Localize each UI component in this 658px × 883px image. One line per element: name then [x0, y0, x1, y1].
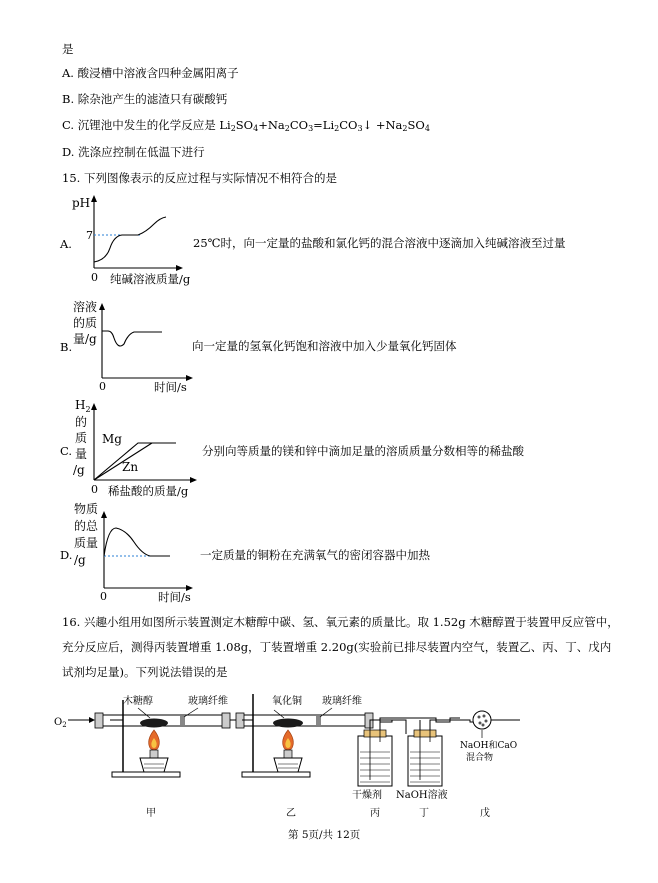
label-yi: 乙	[286, 808, 296, 819]
q15-option-d-letter: D.	[60, 548, 73, 562]
glass-fiber-label-1: 玻璃纤维	[188, 696, 228, 707]
q14-option-c	[62, 118, 430, 133]
q15-option-c-desc: 分别向等质量的镁和锌中滴加足量的溶质质量分数相等的稀盐酸	[202, 444, 524, 458]
drying-tube-bulb	[473, 711, 491, 729]
x-axis-label: 时间/s	[158, 590, 191, 604]
origin-label: 0	[91, 483, 98, 496]
bottle-ding	[408, 736, 442, 786]
q14-option-b	[62, 92, 227, 107]
option-text: 沉锂池中发生的化学反应是	[77, 118, 220, 132]
x-axis-arrow	[176, 265, 183, 271]
q15-option-c-letter: C.	[60, 444, 73, 458]
y-axis-label-line3: 量/g	[73, 332, 97, 346]
y-axis-label-line4: /g	[74, 553, 86, 567]
q14-option-d	[62, 145, 205, 160]
x-axis-label: 纯碱溶液质量/g	[110, 272, 191, 286]
stopper	[95, 713, 103, 728]
ph-curve	[94, 217, 166, 262]
y-axis-arrow	[101, 511, 107, 518]
q15-stem: 15. 下列图像表示的反应过程与实际情况不相符合的是	[62, 171, 337, 185]
granule	[479, 722, 482, 725]
x-axis-label: 稀盐酸的质量/g	[108, 484, 189, 498]
glass-fiber-plug	[316, 716, 321, 725]
soda-lime-label-line1: NaOH和CaO	[460, 741, 518, 751]
label-jia: 甲	[146, 808, 156, 819]
y-axis-label-line2: 的总	[74, 519, 99, 533]
stand-base	[242, 772, 310, 777]
oxygen-inlet-arrow	[89, 717, 95, 723]
series-label-mg: Mg	[102, 432, 122, 446]
y-tick-7: 7	[86, 229, 93, 242]
xylitol-sample	[140, 719, 168, 728]
q15-option-b-desc: 向一定量的氢氧化钙饱和溶液中加入少量氧化钙固体	[192, 339, 457, 353]
option-letter: D.	[62, 145, 75, 159]
desiccant-label: 干燥剂	[352, 790, 382, 801]
graph-b	[70, 298, 200, 394]
y-axis-label-h2: $H_2$	[75, 398, 91, 414]
bottle-stopper	[414, 730, 436, 737]
oxygen-inlet-label: $O_2$	[54, 717, 67, 729]
soda-lime-label-line2: 混合物	[466, 753, 494, 763]
x-axis-arrow	[190, 477, 197, 483]
y-axis-label-line2: 的质	[73, 316, 98, 330]
q16-stem-line2: 充分反应后，测得丙装置增重 1.08g，丁装置增重 2.20g(实验前已排尽装置内空气，装置乙、丙、丁、戊内	[62, 640, 612, 654]
granule	[478, 716, 481, 719]
stopper	[222, 713, 230, 728]
series-label-zn: Zn	[122, 460, 139, 474]
y-axis-arrow	[91, 403, 97, 410]
bottle-stopper	[364, 730, 386, 737]
q15-option-d-desc: 一定质量的铜粉在充满氧气的密闭容器中加热	[200, 548, 430, 562]
option-text: 洗涤应控制在低温下进行	[78, 145, 205, 159]
label-wu: 戊	[480, 808, 490, 819]
x-axis-label: 时间/s	[154, 380, 187, 394]
alcohol-lamp	[140, 758, 168, 772]
option-text: 酸浸槽中溶液含四种金属阳离子	[77, 66, 239, 80]
granule	[483, 715, 486, 718]
option-letter: B.	[62, 92, 75, 106]
mass-curve	[104, 528, 170, 556]
option-letter: A.	[62, 66, 74, 80]
reaction-tube-yi	[240, 715, 370, 726]
y-axis-arrow	[91, 195, 97, 202]
q15-option-a-desc: 25℃时，向一定量的盐酸和氯化钙的混合溶液中逐滴加入纯碱溶液至过量	[193, 236, 566, 250]
graph-a	[70, 194, 190, 290]
q14-option-a	[62, 66, 239, 81]
chemical-equation: $Li_2SO_4+Na_2CO_3=Li_2CO_3↓ +Na_2SO_4$	[219, 118, 430, 133]
burner-wick	[284, 750, 292, 758]
q15-option-b-letter: B.	[60, 340, 73, 354]
option-letter: C.	[62, 118, 75, 132]
y-axis-label-line4: /g	[73, 463, 85, 477]
alcohol-lamp	[274, 758, 302, 772]
copper-oxide-label: 氧化铜	[272, 696, 302, 707]
option-text: 除杂池产生的滤渣只有碳酸钙	[77, 92, 228, 106]
y-axis-label: pH	[72, 196, 91, 210]
page-footer: 第 5页/共 12页	[288, 829, 361, 841]
y-axis-label-line3: 量	[75, 447, 88, 461]
copper-oxide-sample	[273, 719, 303, 728]
label-ding: 丁	[419, 808, 429, 819]
origin-label: 0	[91, 271, 98, 284]
graph-d	[70, 500, 200, 605]
y-axis-label-line1: 物质	[74, 502, 99, 516]
q14-lead: 是	[62, 42, 74, 56]
naoh-solution-label: NaOH溶液	[396, 790, 448, 801]
bottle-bing	[358, 736, 392, 786]
label-bing: 丙	[370, 808, 380, 819]
y-axis-label-line2: 质	[75, 431, 88, 445]
origin-label: 0	[99, 380, 106, 393]
origin-label: 0	[100, 590, 107, 603]
q16-stem-line3: 试剂均足量)。下列说法错误的是	[62, 665, 228, 679]
y-axis-label-line1: 的	[75, 415, 88, 429]
granule	[482, 724, 485, 727]
x-axis-arrow	[186, 375, 193, 381]
q16-stem-line1: 16. 兴趣小组用如图所示装置测定木糖醇中碳、氢、氧元素的质量比。取 1.52g 木糖醇置于装置甲反应管中，	[62, 615, 619, 629]
stand-base	[112, 772, 180, 777]
apparatus-diagram	[50, 686, 630, 826]
glass-fiber-plug	[180, 716, 185, 725]
glass-fiber-label-2: 玻璃纤维	[322, 696, 362, 707]
y-axis-arrow	[99, 303, 105, 310]
y-axis-label-line1: 溶液	[73, 300, 98, 314]
graph-c	[70, 398, 210, 498]
q15-option-a-letter: A.	[60, 237, 72, 251]
granule	[485, 720, 488, 723]
burner-wick	[150, 750, 158, 758]
xylitol-label: 木糖醇	[123, 696, 153, 707]
mass-curve	[102, 331, 162, 346]
y-axis-label-line3: 质量	[74, 536, 99, 550]
